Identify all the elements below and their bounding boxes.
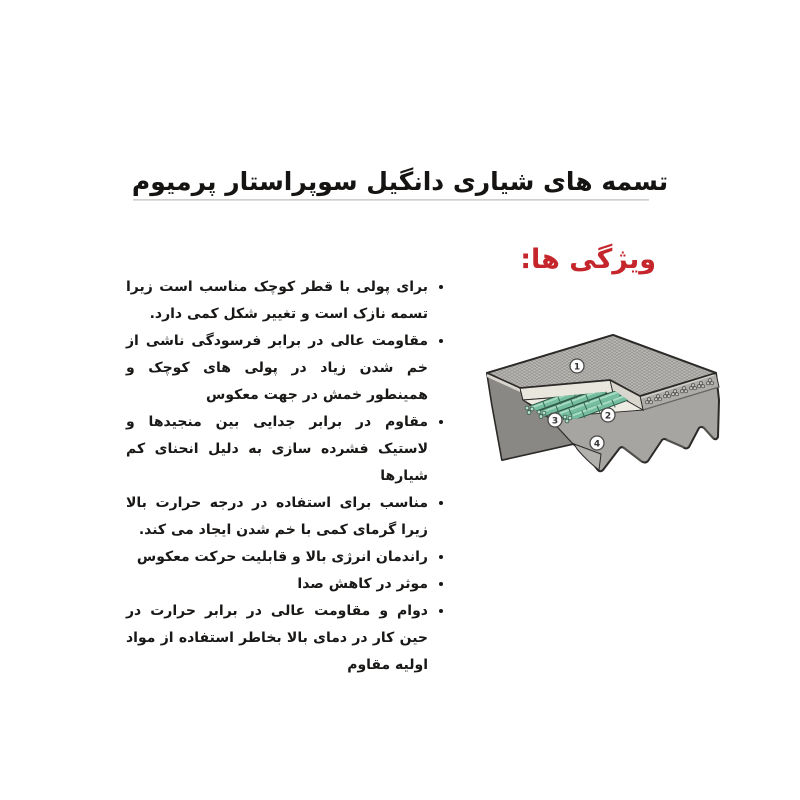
feature-item: • مقاومت عالی در برابر فرسودگی ناشی از خم شدن زیاد در پولی های کوچک و همینطور خمش در جهت معکوس <box>126 328 428 409</box>
callout-number-4: 4 <box>593 439 601 450</box>
callout-badge-4 <box>590 436 604 450</box>
title-divider <box>133 199 649 201</box>
belt-cutaway-illustration <box>477 330 733 492</box>
features-heading: ویژگی ها: <box>520 244 656 276</box>
features-list <box>126 274 448 679</box>
callout-badge-3 <box>548 413 562 427</box>
feature-item: • راندمان انرژی بالا و قابلیت حرکت معکوس <box>126 544 428 571</box>
callout-badge-2 <box>601 408 615 422</box>
callout-number-1: 1 <box>573 362 581 373</box>
callout-number-3: 3 <box>551 416 559 427</box>
feature-item: • دوام و مقاومت عالی در برابر حرارت در حین کار در دمای بالا بخاطر استفاده از مواد اولیه مقاوم <box>126 598 428 679</box>
feature-item: • مقاوم در برابر جدایی بین منجیدها و لاستیک فشرده سازی به دلیل انحنای کم شیارها <box>126 409 428 490</box>
feature-item: • مناسب برای استفاده در درجه حرارت بالا زیرا گرمای کمی با خم شدن ایجاد می کند. <box>126 490 428 544</box>
callout-badge-1 <box>570 359 584 373</box>
callout-number-2: 2 <box>604 411 612 422</box>
feature-item: • برای پولی با قطر کوچک مناسب است زیرا تسمه نازک است و تغییر شکل کمی دارد. <box>126 274 428 328</box>
feature-item: • موثر در کاهش صدا <box>126 571 428 598</box>
page-title: تسمه های شیاری دانگیل سوپراستار پرمیوم <box>131 166 669 196</box>
